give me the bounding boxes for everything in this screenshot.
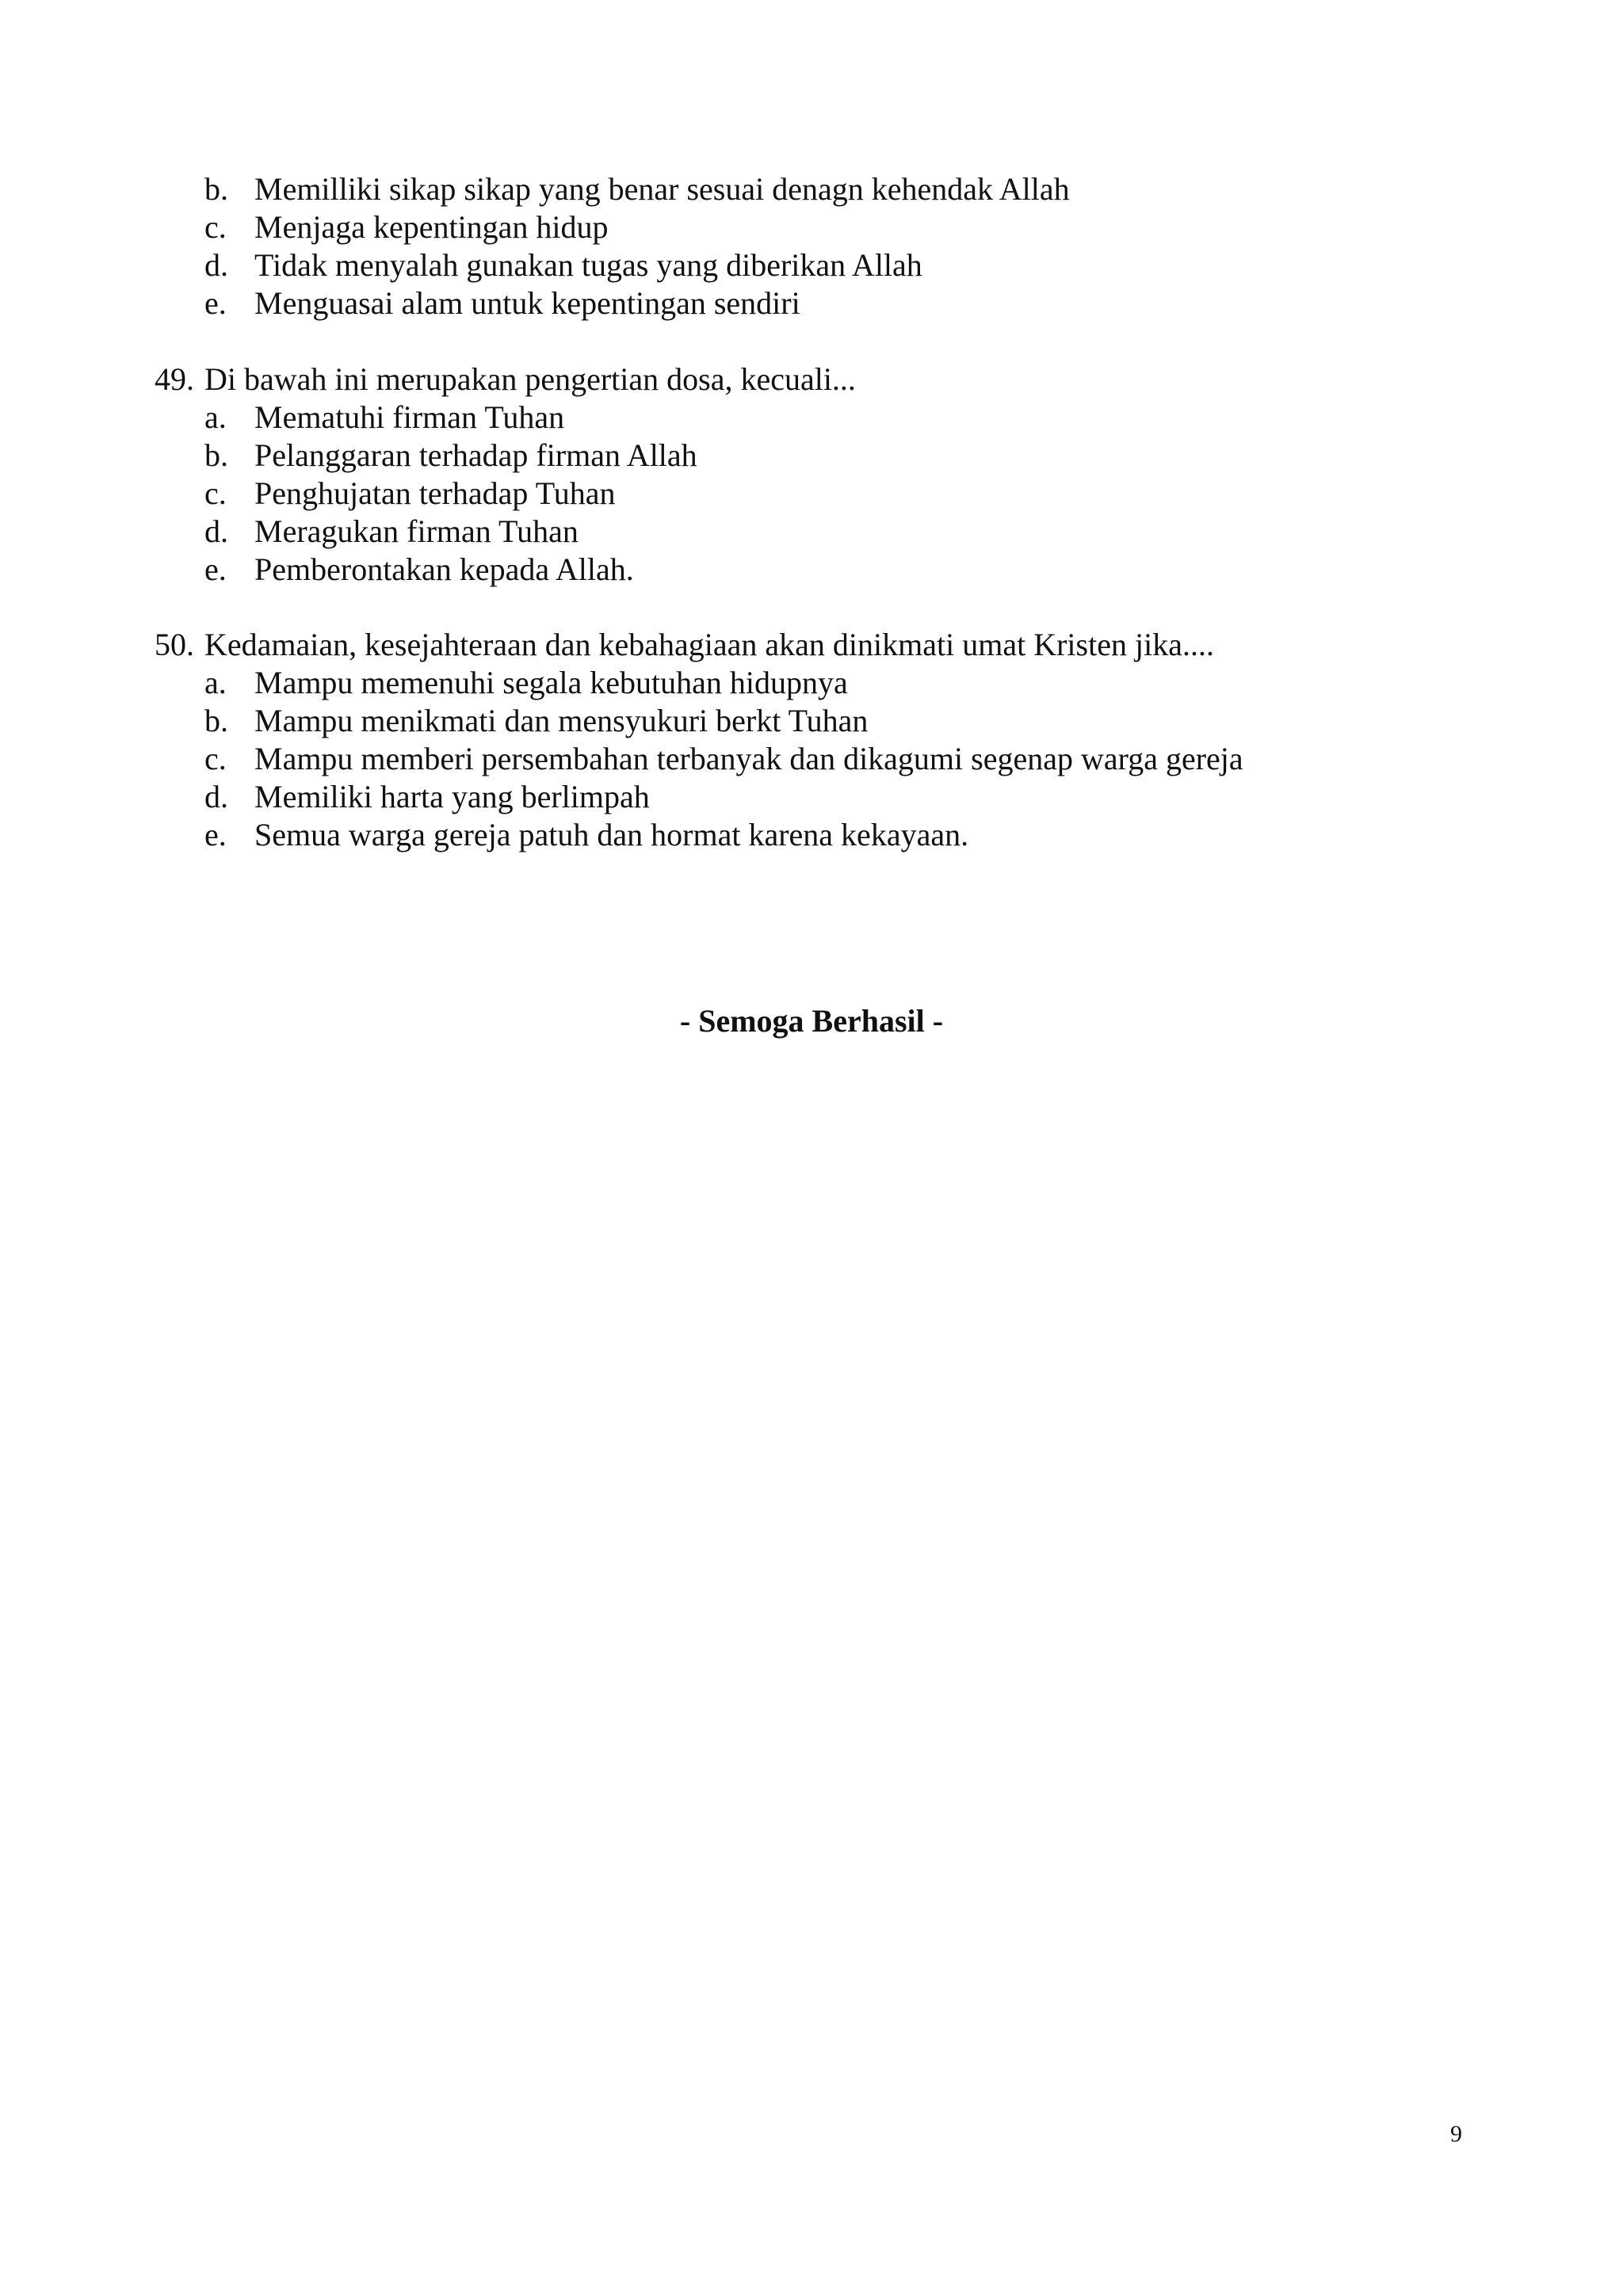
option-text: Semua warga gereja patuh dan hormat karena kekayaan.: [254, 817, 969, 852]
option-text: Memilliki sikap sikap yang benar sesuai denagn kehendak Allah: [254, 171, 1070, 207]
option-letter: a.: [204, 399, 227, 435]
option-letter: d.: [204, 513, 228, 549]
option-letter: d.: [204, 779, 228, 814]
option-text: Meragukan firman Tuhan: [254, 513, 579, 549]
option-text: Tidak menyalah gunakan tugas yang diberikan Allah: [254, 247, 922, 283]
option-text: Mampu menikmati dan mensyukuri berkt Tuhan: [254, 703, 869, 738]
question-text: Kedamaian, kesejahteraan dan kebahagiaan akan dinikmati umat Kristen jika....: [204, 627, 1214, 662]
option-letter: c.: [204, 741, 227, 776]
option-letter: e.: [204, 817, 227, 852]
option-letter: d.: [204, 247, 228, 283]
question-number: 49.: [155, 361, 194, 397]
option-letter: c.: [204, 209, 227, 245]
option-text: Mampu memberi persembahan terbanyak dan dikagumi segenap warga gereja: [254, 741, 1243, 776]
closing-message: - Semoga Berhasil -: [679, 1003, 944, 1039]
option-letter: e.: [204, 285, 227, 321]
question-number: 50.: [155, 627, 194, 662]
option-letter: e.: [204, 551, 227, 587]
option-letter: c.: [204, 475, 227, 511]
option-letter: b.: [204, 703, 228, 738]
option-letter: b.: [204, 171, 228, 207]
option-text: Pemberontakan kepada Allah.: [254, 551, 634, 587]
option-text: Memiliki harta yang berlimpah: [254, 779, 650, 814]
option-letter: a.: [204, 665, 227, 700]
option-text: Mematuhi firman Tuhan: [254, 399, 565, 435]
option-text: Penghujatan terhadap Tuhan: [254, 475, 616, 511]
page-number: 9: [1450, 2121, 1462, 2147]
option-text: Mampu memenuhi segala kebutuhan hidupnya: [254, 665, 848, 700]
option-text: Menguasai alam untuk kepentingan sendiri: [254, 285, 800, 321]
option-letter: b.: [204, 437, 228, 473]
option-text: Pelanggaran terhadap firman Allah: [254, 437, 697, 473]
option-text: Menjaga kepentingan hidup: [254, 209, 609, 245]
question-text: Di bawah ini merupakan pengertian dosa, kecuali...: [204, 361, 856, 397]
